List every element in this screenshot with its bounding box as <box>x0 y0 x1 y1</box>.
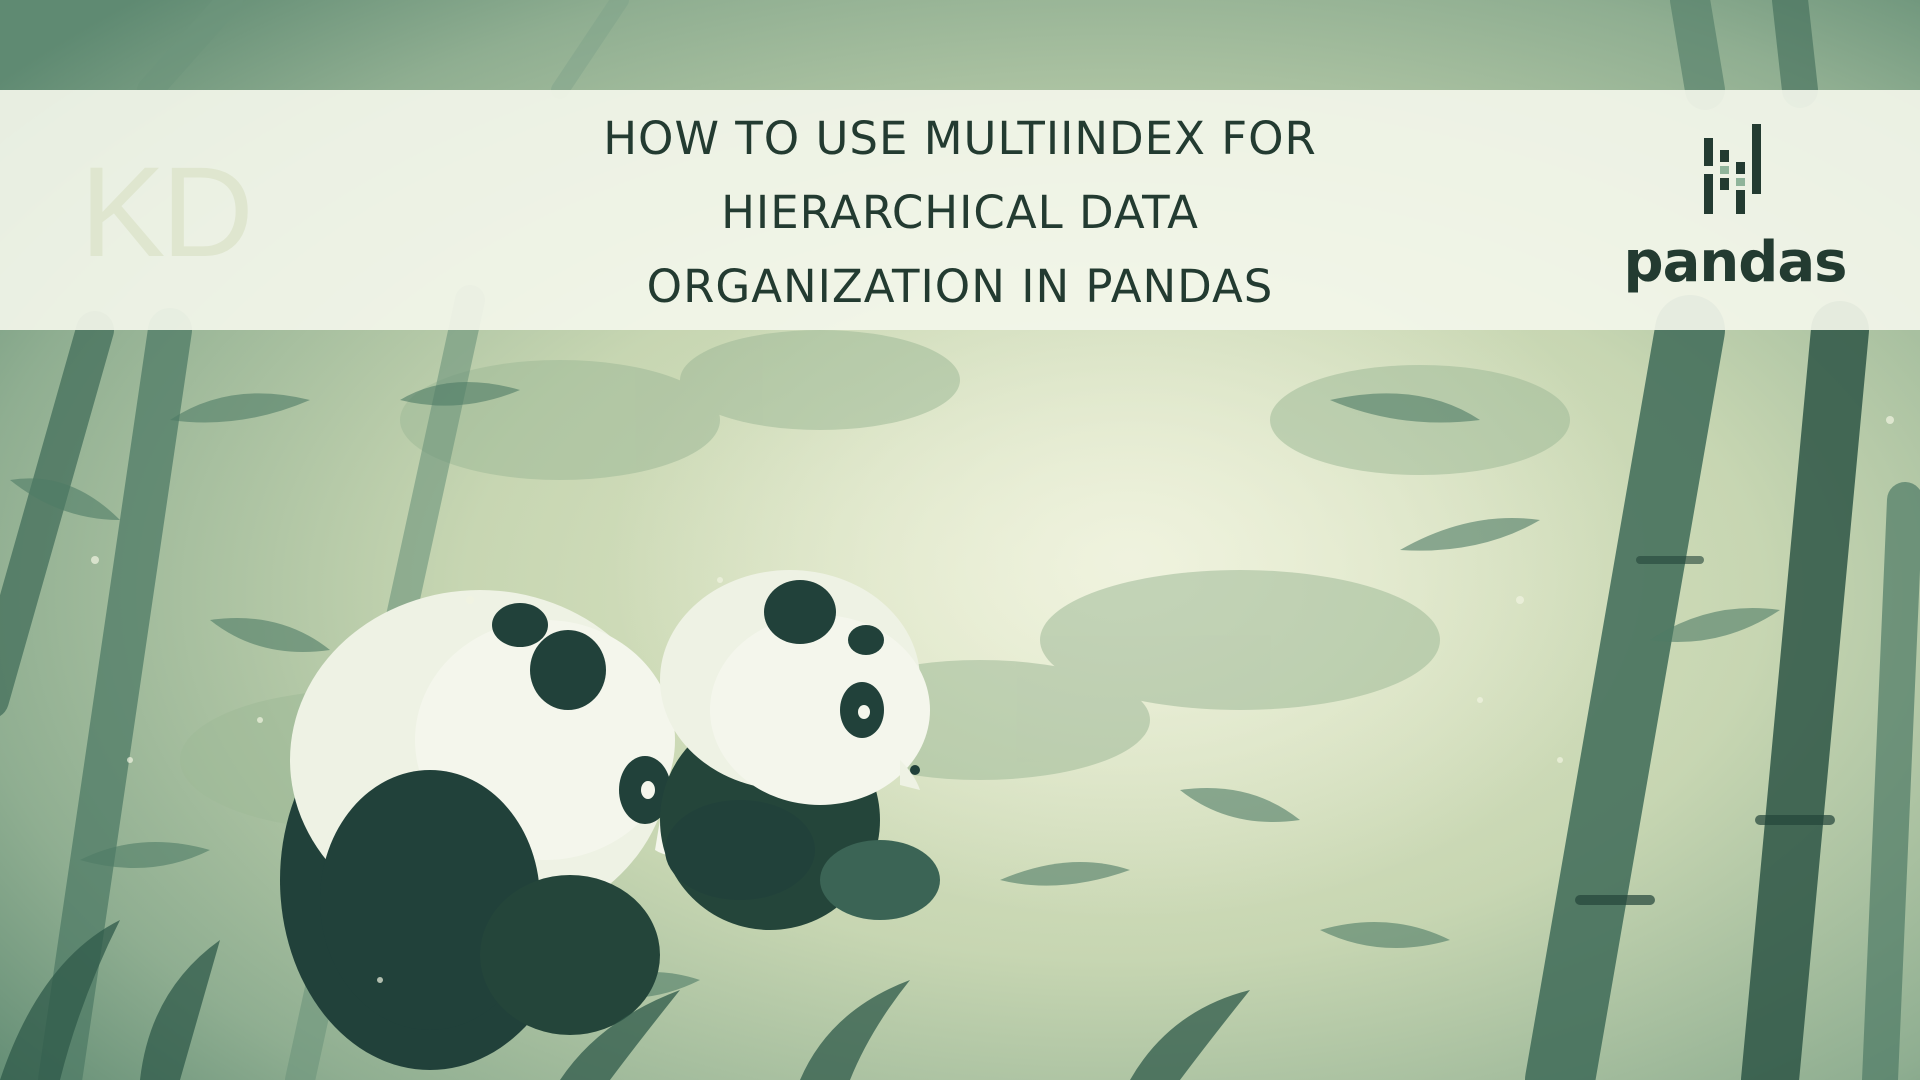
panda-small <box>660 570 940 930</box>
pandas-logo <box>1605 118 1865 308</box>
pandas-wordmark: pandas <box>1623 230 1847 295</box>
title-line-3: ORGANIZATION IN PANDAS <box>646 260 1274 313</box>
panda-large <box>280 590 694 1070</box>
title-line-2: HIERARCHICAL DATA <box>721 186 1199 239</box>
title-line-1: HOW TO USE MULTIINDEX FOR <box>603 112 1317 165</box>
pandas-bars-icon <box>1605 118 1865 228</box>
page-title <box>520 102 1400 324</box>
kd-watermark: KD <box>80 141 250 284</box>
